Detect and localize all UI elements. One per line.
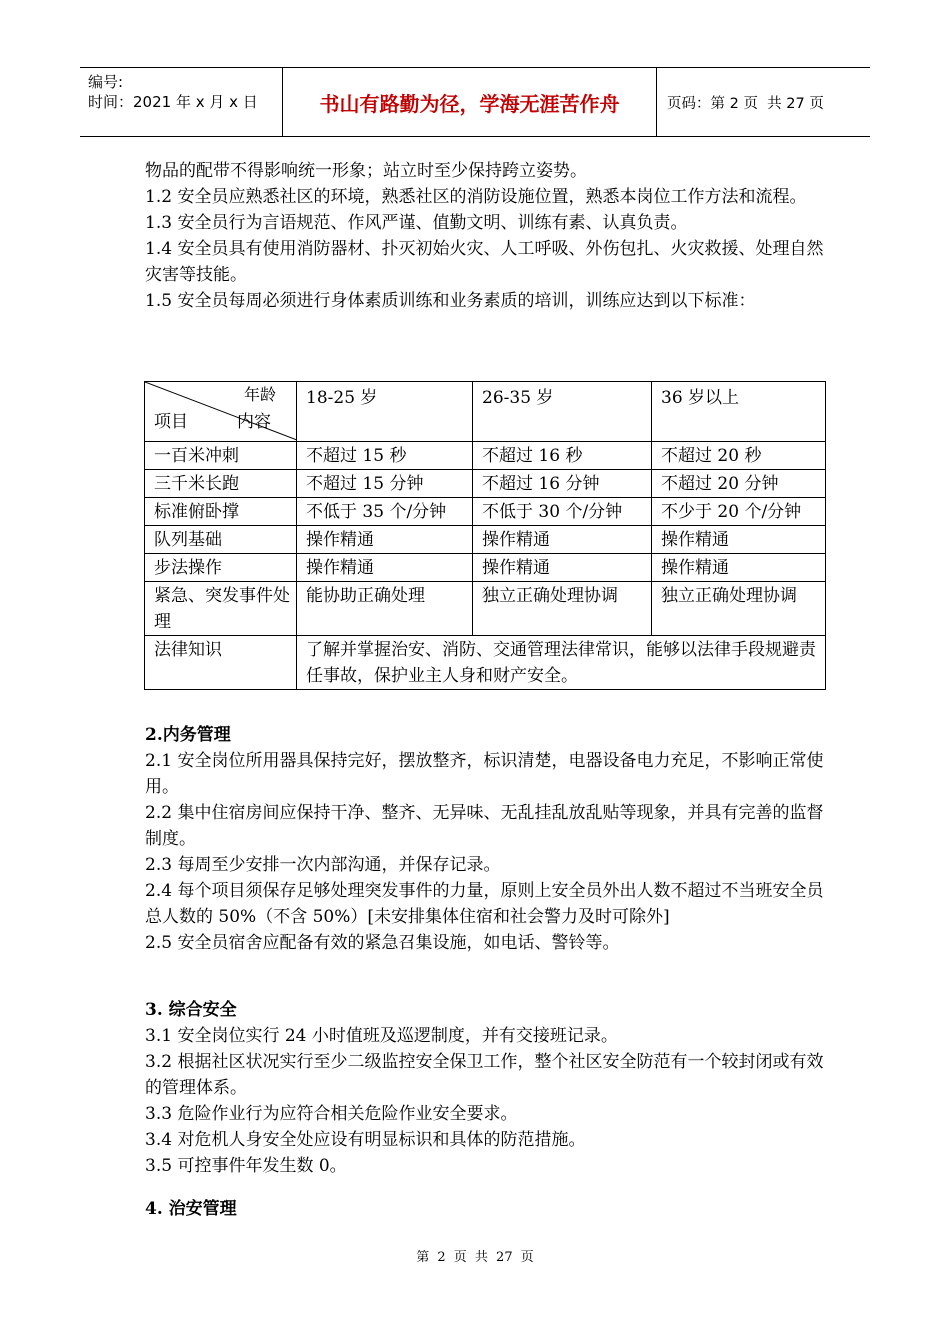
table-row	[145, 636, 826, 690]
table-cell: 不超过 20 秒	[652, 442, 826, 470]
row-item: 步法操作	[145, 554, 297, 582]
table-cell: 不超过 15 秒	[297, 442, 473, 470]
paragraph: 1.5 安全员每周必须进行身体素质训练和业务素质的培训，训练应达到以下标准：	[145, 291, 756, 311]
table-cell: 操作精通	[297, 554, 473, 582]
corner-item-label: 项目	[154, 412, 188, 432]
section-public-security	[145, 1196, 825, 1222]
table-row	[145, 442, 826, 470]
table-header-row	[145, 382, 826, 442]
section-title: 4. 治安管理	[145, 1199, 237, 1219]
corner-age-label: 年龄	[243, 385, 276, 404]
corner-content-label: 内容	[237, 412, 271, 432]
paragraph: 2.1 安全岗位所用器具保持完好，摆放整齐，标识清楚，电器设备电力充足，不影响正常使用。	[145, 751, 824, 797]
paragraph: 3.2 根据社区状况实行至少二级监控安全保卫工作，整个社区安全防范有一个较封闭或有效的管理体系。	[145, 1052, 824, 1098]
table-cell: 不超过 20 分钟	[652, 470, 826, 498]
document-date: 时间：2021 年 x 月 x 日	[88, 93, 258, 111]
paragraph: 3.4 对危机人身安全处应设有明显标识和具体的防范措施。	[145, 1130, 586, 1150]
table-row	[145, 526, 826, 554]
row-item: 法律知识	[145, 636, 297, 690]
paragraph: 2.3 每周至少安排一次内部沟通，并保存记录。	[145, 855, 501, 875]
paragraph: 1.3 安全员行为言语规范、作风严谨、值勤文明、训练有素、认真负责。	[145, 213, 688, 233]
section-title: 3. 综合安全	[145, 1000, 237, 1020]
row-item: 紧急、突发事件处理	[145, 582, 297, 636]
table-corner-cell	[145, 382, 297, 442]
table-cell: 不少于 20 个/分钟	[652, 498, 826, 526]
table-cell: 操作精通	[652, 526, 826, 554]
table-cell: 不低于 30 个/分钟	[473, 498, 652, 526]
table-cell: 独立正确处理协调	[473, 582, 652, 636]
table-row	[145, 554, 826, 582]
table-cell: 操作精通	[473, 554, 652, 582]
document-number-label: 编号:	[88, 73, 124, 91]
table-cell: 操作精通	[652, 554, 826, 582]
table-cell: 不超过 16 秒	[473, 442, 652, 470]
paragraph: 物品的配带不得影响统一形象；站立时至少保持跨立姿势。	[145, 161, 587, 181]
table-cell: 操作精通	[473, 526, 652, 554]
column-header: 36 岁以上	[652, 382, 826, 442]
table-cell: 不超过 15 分钟	[297, 470, 473, 498]
row-item: 三千米长跑	[145, 470, 297, 498]
paragraph: 3.5 可控事件年发生数 0。	[145, 1156, 347, 1176]
paragraph: 2.5 安全员宿舍应配备有效的紧急召集设施，如电话、警铃等。	[145, 933, 620, 953]
paragraph: 2.2 集中住宿房间应保持干净、整齐、无异味、无乱挂乱放乱贴等现象，并具有完善的监督制度。	[145, 803, 824, 849]
paragraph: 2.4 每个项目须保存足够处理突发事件的力量，原则上安全员外出人数不超过不当班安全员总人数的 50%（不含 50%）[未安排集体住宿和社会警力及时可除外]	[145, 881, 824, 927]
paragraph: 3.3 危险作业行为应符合相关危险作业安全要求。	[145, 1104, 518, 1124]
paragraph: 3.1 安全岗位实行 24 小时值班及巡逻制度，并有交接班记录。	[145, 1026, 618, 1046]
table-cell: 独立正确处理协调	[652, 582, 826, 636]
section-title: 2.内务管理	[145, 725, 231, 745]
training-standards-table	[144, 381, 826, 690]
table-cell-merged: 了解并掌握治安、消防、交通管理法律常识，能够以法律手段规避责任事故，保护业主人身和财产安全。	[297, 636, 826, 690]
table-cell: 能协助正确处理	[297, 582, 473, 636]
table-cell: 操作精通	[297, 526, 473, 554]
column-header: 26-35 岁	[473, 382, 652, 442]
column-header: 18-25 岁	[297, 382, 473, 442]
intro-text	[145, 158, 825, 314]
table-cell: 不超过 16 分钟	[473, 470, 652, 498]
page-header	[80, 67, 870, 137]
table-row	[145, 582, 826, 636]
header-meta	[80, 68, 283, 136]
row-item: 一百米冲刺	[145, 442, 297, 470]
row-item: 队列基础	[145, 526, 297, 554]
header-page-info: 页码：第 2 页 共 27 页	[667, 95, 824, 112]
table-cell: 不低于 35 个/分钟	[297, 498, 473, 526]
row-item: 标准俯卧撑	[145, 498, 297, 526]
header-motto: 书山有路勤为径，学海无涯苦作舟	[283, 68, 657, 136]
section-internal-affairs	[145, 722, 825, 956]
table-row	[145, 470, 826, 498]
paragraph: 1.4 安全员具有使用消防器材、扑灭初始火灾、人工呼吸、外伤包扎、火灾救援、处理自然灾害等技能。	[145, 239, 824, 285]
table-row	[145, 498, 826, 526]
paragraph: 1.2 安全员应熟悉社区的环境，熟悉社区的消防设施位置，熟悉本岗位工作方法和流程。	[145, 187, 807, 207]
section-comprehensive-safety	[145, 997, 825, 1179]
page-footer: 第 2 页 共 27 页	[416, 1250, 534, 1265]
